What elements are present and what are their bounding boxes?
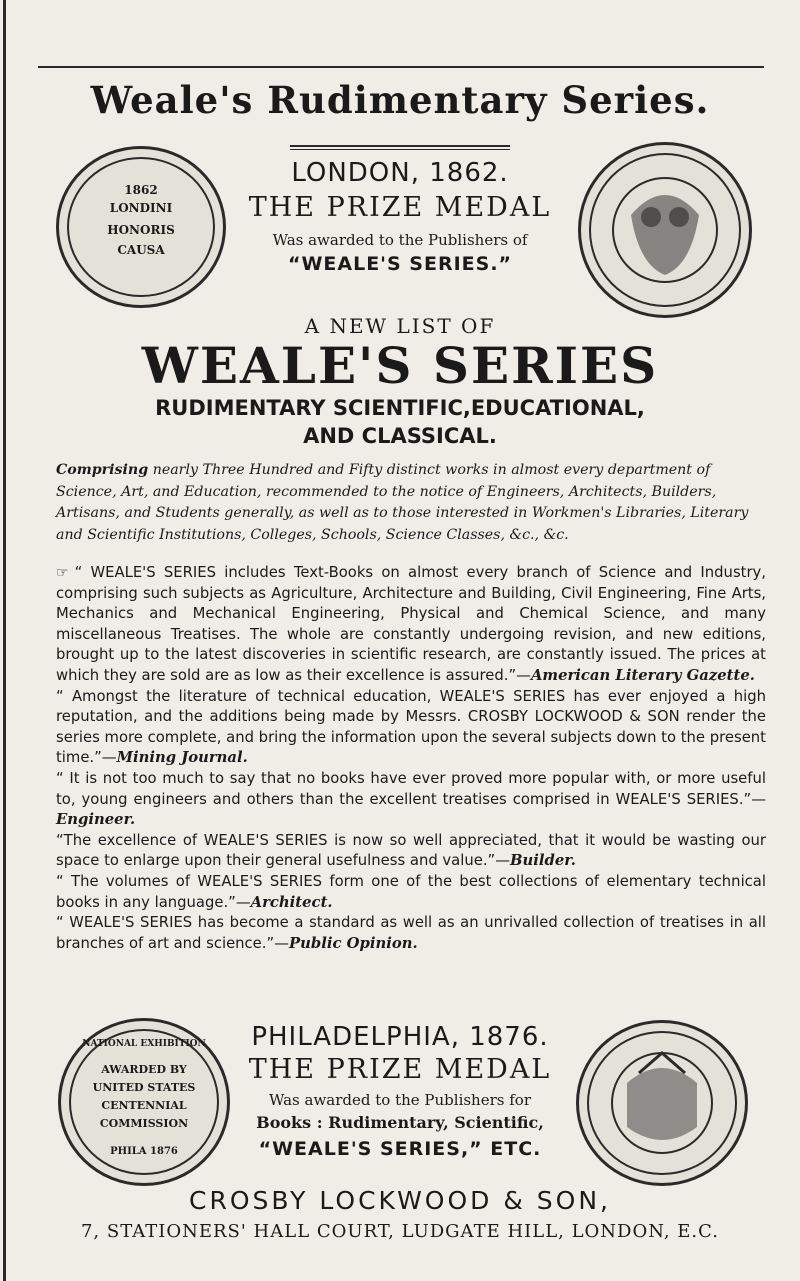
quote-text: “ Amongst the literature of technical education, WEALE'S SERIES has ever enjoyed a high reputation, and the additions being made by Messrs. CROSBY LOCKWOOD & SON render the series more complete, and bring the information upon the several subjects down to the present time.”— — [56, 687, 766, 767]
quote-item — [56, 563, 766, 687]
quote-source: American Literary Gazette. — [530, 666, 755, 684]
philadelphia-medal-reverse-icon — [576, 1020, 748, 1186]
medal-text-awarded: AWARDED BY — [101, 1063, 187, 1076]
prize-description: Was awarded to the Publishers for — [268, 1091, 531, 1109]
header-title: Weale's Rudimentary Series. — [90, 78, 710, 122]
london-medal-obverse-icon — [56, 146, 226, 308]
quote-item — [56, 831, 766, 872]
philadelphia-medal-obverse-icon — [58, 1018, 230, 1186]
quote-text: “ WEALE'S SERIES has become a standard as well as an unrivalled collection of treatises in all branches of art and science.”— — [56, 914, 766, 952]
comprising-paragraph — [56, 460, 766, 546]
medal-text-honoris: HONORIS — [107, 223, 175, 237]
quote-item — [56, 872, 766, 913]
prize-place-london: LONDON, 1862. — [291, 158, 509, 188]
press-quotes — [56, 563, 766, 954]
subtitle-line-1: RUDIMENTARY SCIENTIFIC,EDUCATIONAL, — [155, 396, 645, 420]
medal-text-city: LONDINI — [109, 201, 173, 215]
quote-source: Mining Journal. — [116, 749, 248, 767]
quote-source: Engineer. — [56, 811, 136, 829]
quote-item — [56, 769, 766, 831]
medal-text-phila: PHILA 1876 — [110, 1146, 178, 1157]
quote-item — [56, 687, 766, 769]
comprising-label: Comprising — [56, 462, 149, 478]
medal-text-commission: COMMISSION — [99, 1117, 189, 1130]
subtitle-line-2: AND CLASSICAL. — [303, 424, 497, 448]
quote-source: Builder. — [510, 852, 576, 870]
publisher-name: CROSBY LOCKWOOD & SON, — [189, 1186, 611, 1215]
quote-text: “ It is not too much to say that no books have ever proved more popular with, or more useful to, young engineers and others than the excellent treatises comprised in WEALE'S SERIES.”— — [56, 769, 766, 808]
quote-source: Public Opinion. — [288, 934, 418, 952]
quote-text: “ The volumes of WEALE'S SERIES form one of the best collections of elementary technical books in any language.”— — [56, 872, 766, 911]
medal-text-exhibition: NATIONAL EXHIBITION — [82, 1039, 206, 1049]
medal-text-causa: CAUSA — [117, 243, 165, 257]
left-border — [3, 0, 6, 1281]
pointing-hand-icon: ☞ — [56, 565, 69, 581]
medal-text-centennial: CENTENNIAL — [101, 1099, 187, 1112]
prize-description: Was awarded to the Publishers of — [272, 231, 528, 249]
prize-medal-title: THE PRIZE MEDAL — [248, 192, 552, 223]
new-list-heading: A NEW LIST OF — [304, 314, 496, 338]
quote-text: “ WEALE'S SERIES includes Text-Books on almost every branch of Science and Industry, comprising such subjects as Agriculture, Architecture and Building, Civil Engineering, Fine Arts, Mechanics and Mechanical Engineering, Physical and Chemical Science, and many miscellaneous Treatises. The whole are constantly undergoing revision, and new editions, brought up to the latest discoveries in scientific research, are constantly issued. The prices at which they are sold are as low as their excellence is assured.”— — [56, 564, 766, 684]
quote-item — [56, 913, 766, 954]
london-medal-reverse-icon — [578, 142, 752, 318]
medal-text-year: 1862 — [124, 183, 158, 197]
quote-source: Architect. — [250, 893, 333, 911]
comprising-text: nearly Three Hundred and Fifty distinct works in almost every department of Science, Art, and Education, recommended to the notice of Engineers, Architects, Builders, Artisans, and Students generally, as well as to those interested in Workmen's Libraries, Literary and Scientific Institutions, Colleges, Schools, Science Classes, &c., &c. — [56, 462, 749, 543]
series-subtitle — [0, 394, 800, 450]
publisher-address: 7, STATIONERS' HALL COURT, LUDGATE HILL, LONDON, E.C. — [80, 1221, 720, 1242]
page-title: WEALE'S SERIES — [141, 336, 659, 395]
prize-series-name: “WEALE'S SERIES,” ETC. — [258, 1138, 542, 1160]
medal-text-us: UNITED STATES — [92, 1081, 196, 1094]
prize-series-name: “WEALE'S SERIES.” — [287, 253, 513, 275]
prize-medal-title: THE PRIZE MEDAL — [248, 1054, 552, 1085]
philadelphia-prize-block — [230, 1022, 570, 1160]
prize-books: Books : Rudimentary, Scientific, — [256, 1113, 544, 1132]
top-rule — [38, 66, 764, 68]
quote-text: “The excellence of WEALE'S SERIES is now so well appreciated, that it would be wasting our space to enlarge upon their general usefulness and value.”— — [56, 831, 766, 870]
london-prize-block — [230, 145, 570, 275]
prize-place-philadelphia: PHILADELPHIA, 1876. — [251, 1022, 549, 1052]
